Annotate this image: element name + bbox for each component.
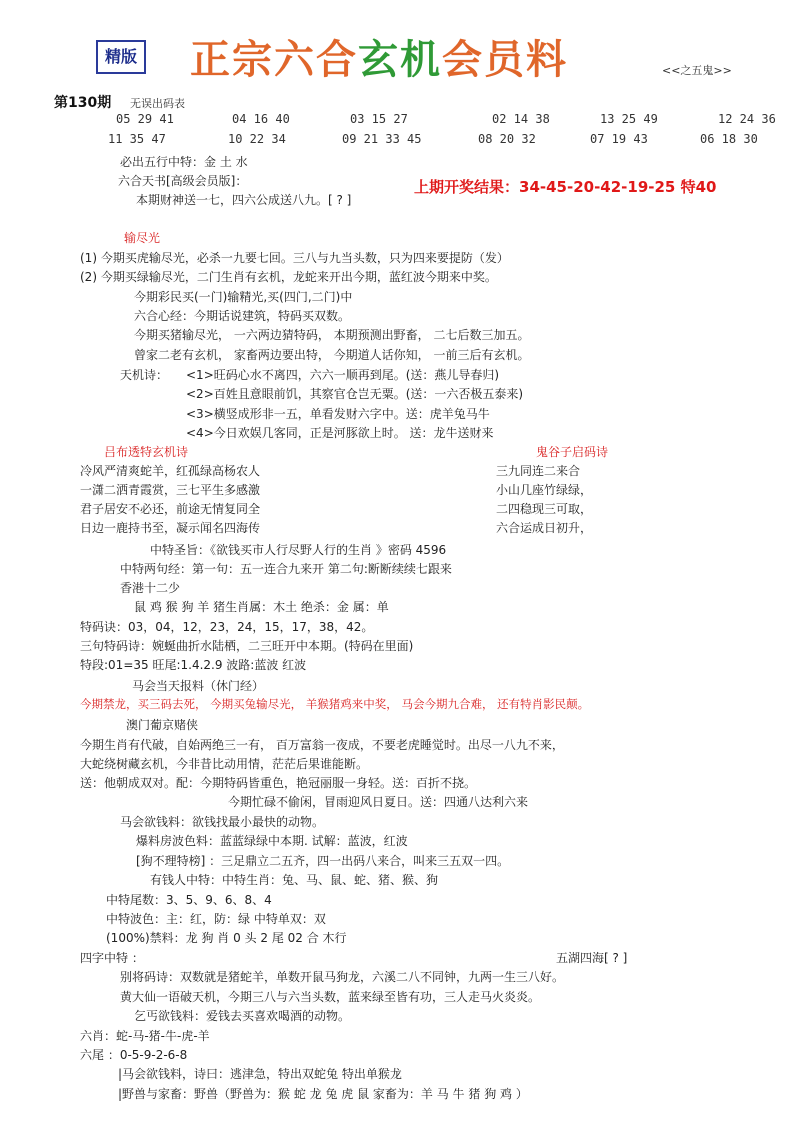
text-line: [狗不理特榜] ：三足鼎立二五齐，四一出码八来合，叫来三五双一四。 [136, 854, 510, 868]
text-line: 送：他朝成双对。配：今期特码皆重色，艳冠丽服一身轻。送：百折不挠。 [80, 776, 477, 790]
text-line: 今期生肖有代破，自始两绝三一有， 百万富翁一夜成，不要老虎睡觉时。出尽一八九不来， [80, 738, 564, 752]
number-cell: 03 15 27 [350, 112, 408, 126]
poem-line: 小山几座竹绿绿， [496, 483, 593, 497]
title-part-1: 正宗六合 [190, 37, 358, 83]
text-line: 黄大仙一语破天机，今期三八与六当头数，蓝来绿至皆有功，三人走马火炎炎。 [120, 990, 541, 1004]
highlight-line: 今期禁龙，买三码去死， 今期买兔输尽光， 羊猴猪鸡来中奖， 马会今期九合难， 还有特肖影民颠。 [80, 697, 590, 711]
tianji-label: 天机诗： [120, 368, 169, 382]
text-line: 曾家二老有玄机， 家畜两边要出特， 今期道人话你知， 一前三后有玄机。 [134, 348, 530, 362]
highlight-line: 马会欲钱料：欲钱找最小最快的动物。 [120, 815, 325, 829]
poem-line: 君子居安不必还，前途无情复同全 [80, 502, 261, 516]
text-line: 鼠 鸡 猴 狗 羊 猪生肖属：木土 绝杀：金 属：单 [134, 600, 389, 614]
number-cell: 05 29 41 [116, 112, 174, 126]
page-title [190, 28, 568, 85]
text-line: |马会欲钱料，诗曰：逃津急，特出双蛇兔 特出单猴龙 [118, 1067, 402, 1081]
text-line: 三句特码诗：婉蜒曲折水陆栖，二三旺开中本期。(特码在里面) [80, 639, 414, 653]
page-subtitle: <<之五鬼>> [662, 64, 732, 77]
text-line: 爆料房波色料：蓝蓝绿绿中本期. 试解：蓝波，红波 [136, 834, 408, 848]
period-note: 无误出码表 [130, 97, 185, 110]
text-line: 乞丐欲钱料：爱钱去买喜欢喝酒的动物。 [134, 1009, 351, 1023]
poem-line: 三九同连二来合 [496, 464, 581, 478]
section-heading: 吕布透特玄机诗 [104, 445, 189, 459]
text-line: 大蛇绕树藏玄机，今非昔比动用情，茫茫后果谁能断。 [80, 757, 369, 771]
number-cell: 11 35 47 [108, 132, 166, 146]
highlight-line: 中特圣旨：《欲钱买市人行尽野人行的生肖 》密码 4596 [150, 543, 447, 557]
title-part-2: 玄机 [358, 37, 442, 83]
number-cell: 02 14 38 [492, 112, 550, 126]
poem-line: 冷风严清爽蛇羊，红孤绿高杨农人 [80, 464, 261, 478]
text-line: 中特波色：主：红，防：绿 中特单双：双 [106, 912, 326, 926]
text-line: <3>横竖成形非一五，单看发财六字中。送：虎羊兔马牛 [186, 407, 490, 421]
section-heading: 澳门葡京赌侠 [126, 718, 199, 732]
number-cell: 12 24 36 [718, 112, 776, 126]
poem-line: 一潇二洒青霞赏，三七平生多感激 [80, 483, 261, 497]
number-cell: 10 22 34 [228, 132, 286, 146]
text-line: 今期忙碌不偷闲，冒雨迎风日夏日。送：四通八达利六来 [228, 795, 529, 809]
tianshu-line: 六合天书[高级会员版]： [118, 174, 248, 188]
highlight-line: 四字中特 ： [80, 951, 144, 965]
last-result: 上期开奖结果：34-45-20-42-19-25 特40 [414, 178, 717, 196]
number-cell: 09 21 33 45 [342, 132, 422, 146]
section-heading: 输尽光 [124, 231, 161, 245]
text-line: <4>今日欢娱几客同，正是河豚欲上时。 送：龙牛送财来 [186, 426, 494, 440]
number-cell: 13 25 49 [600, 112, 658, 126]
text-line: 有钱人中特：中特生肖：兔、马、鼠、蛇、猪、猴、狗 [150, 873, 439, 887]
text-line: (100%)禁料：龙 狗 肖 0 头 2 尾 02 合 木行 [106, 931, 347, 945]
wuxing-line: 必出五行中特：金 土 水 [120, 155, 248, 169]
text-line: 中特尾数：3、5、9、6、8、4 [106, 893, 272, 907]
title-part-3: 会员料 [442, 37, 568, 83]
number-cell: 04 16 40 [232, 112, 290, 126]
text-line: 六合心经：今期话说建筑，特码买双数。 [134, 309, 351, 323]
text-line: <2>百姓且意眼前饥，其察官仓岂无粟。(送：一六否极五泰来) [186, 387, 524, 401]
highlight-line: 中特两句经：第一句：五一连合九来开 第二句:断断续续七跟来 [120, 562, 452, 576]
period-label: 第130期 [54, 95, 112, 111]
number-cell: 06 18 30 [700, 132, 758, 146]
poem-line: 六合运成日初升， [496, 521, 593, 535]
text-line: 今期买猪输尽光， 一六两边猜特码， 本期预测出野畜， 二七后数三加五。 [134, 328, 530, 342]
edition-badge: 精版 [96, 40, 146, 74]
text-line: (1) 今期买虎输尽光，必杀一九要七回。三八与九当头数，只为四来要提防（发） [80, 251, 509, 265]
text-line: 五湖四海[ ? ] [556, 951, 628, 965]
text-line: 香港十二少 [120, 581, 181, 595]
text-line: 特码诀：03，04，12，23，24，15，17，38，42。 [80, 620, 374, 634]
caishen-line: 本期财神送一七，四六公成送八九。[ ? ] [136, 193, 352, 207]
highlight-line: |野兽与家畜：野兽（野兽为：猴 蛇 龙 兔 虎 鼠 家畜为：羊 马 牛 猪 狗 鸡 ） [118, 1087, 528, 1101]
highlight-line: 别将码诗：双数就是猪蛇羊，单数开鼠马狗龙，六溪二八不同钟，九两一生三八好。 [120, 970, 565, 984]
poem-line: 日边一鹿持书至，凝示闻名四海传 [80, 521, 261, 535]
text-line: 六尾 ：0-5-9-2-6-8 [80, 1048, 188, 1062]
text-line: 六肖：蛇-马-猪-牛-虎-羊 [80, 1029, 210, 1043]
section-heading: 鬼谷子启码诗 [536, 445, 609, 459]
number-cell: 07 19 43 [590, 132, 648, 146]
highlight-line: 马会当天报料（休门经） [132, 679, 265, 693]
text-line: 特段:01=35 旺尾:1.4.2.9 波路:蓝波 红波 [80, 658, 307, 672]
text-line: <1>旺码心水不离四，六六一顺再到尾。(送：燕儿导春归) [186, 368, 500, 382]
number-cell: 08 20 32 [478, 132, 536, 146]
text-line: (2) 今期买绿输尽光，二门生肖有玄机，龙蛇来开出今期，蓝红波今期来中奖。 [80, 270, 497, 284]
poem-line: 二四稳现三可取， [496, 502, 593, 516]
text-line: 今期彩民买(一门)输精光,买(四门,二门)中 [134, 290, 353, 304]
